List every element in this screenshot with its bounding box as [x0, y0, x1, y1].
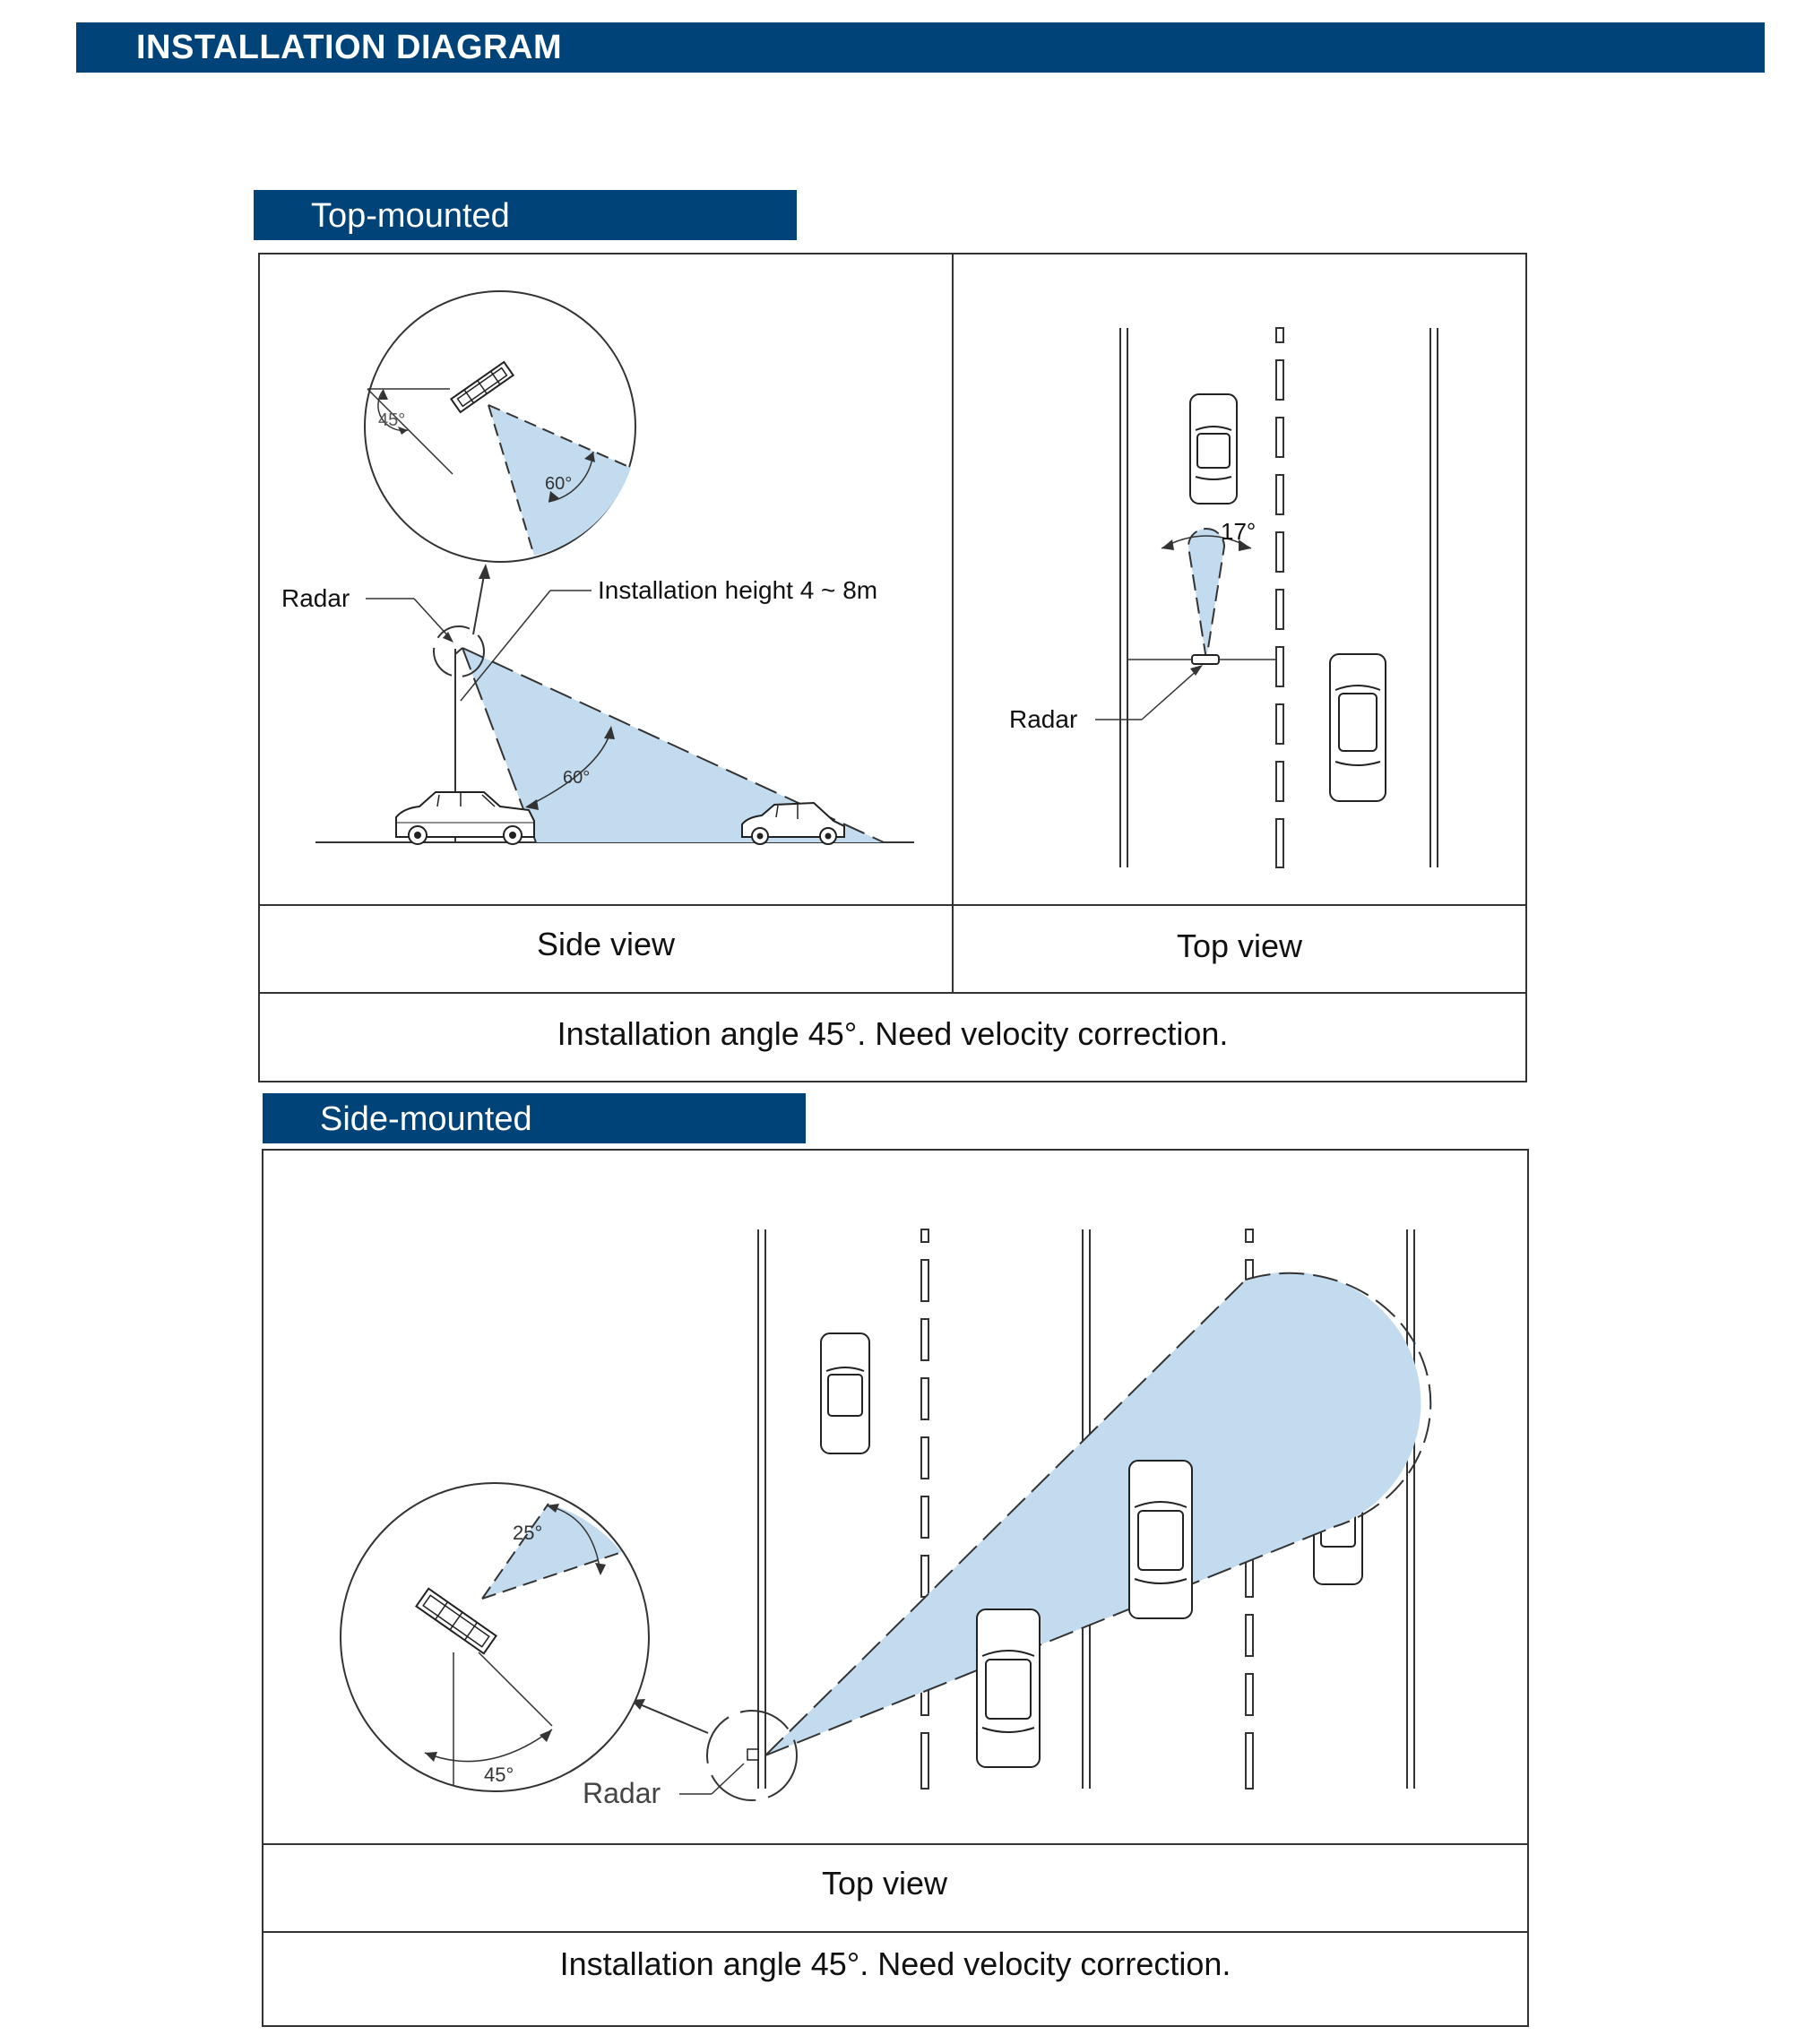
top-view-caption: Top view: [1176, 927, 1303, 964]
beam-angle-label: 17°: [1221, 518, 1257, 545]
section-title-top-mounted: Top-mounted: [311, 197, 510, 235]
radar-device: [747, 1749, 758, 1760]
table-divider-row2: [258, 992, 1527, 994]
zoom-tilt-angle-label: 45°: [378, 410, 406, 430]
radar-label: Radar: [281, 584, 350, 612]
side-view-caption: Side view: [536, 926, 676, 962]
car-top-3: [1129, 1461, 1192, 1618]
car-top-4: [977, 1609, 1040, 1767]
beam-angle-label: 25°: [513, 1522, 543, 1544]
side-view-diagram: [260, 254, 952, 904]
radar-device: [1192, 655, 1219, 664]
radar-label: Radar: [1009, 705, 1078, 733]
page-title: INSTALLATION DIAGRAM: [136, 29, 563, 66]
side-mounted-note: Installation angle 45°. Need velocity correction.: [559, 1945, 1231, 1982]
section-header-top-mounted: [254, 190, 797, 240]
installation-height-label: Installation height 4 ~ 8m: [598, 576, 878, 604]
car-side-near: [396, 792, 534, 844]
tilt-angle-label: 45°: [484, 1764, 514, 1786]
car-top-upper: [1190, 394, 1237, 504]
table-divider-row2: [262, 1931, 1529, 1933]
zoom-beam-angle-label: 60°: [545, 474, 573, 494]
side-mounted-diagram: [263, 1151, 1527, 1842]
top-mounted-note: Installation angle 45°. Need velocity correction.: [557, 1015, 1229, 1052]
radar-label: Radar: [583, 1777, 661, 1809]
lane-marker-dashed: [1276, 328, 1283, 867]
section-title-side-mounted: Side-mounted: [320, 1100, 532, 1138]
radar-beam: [1188, 529, 1224, 660]
lane-marker-left: [921, 1229, 928, 1789]
table-divider-row1: [258, 904, 1527, 906]
section-header-side-mounted: [263, 1093, 806, 1143]
car-top-1: [821, 1333, 869, 1453]
side-mounted-top-view-caption: Top view: [821, 1865, 948, 1902]
beam-angle-label: 60°: [563, 768, 591, 788]
table-divider-row1: [262, 1843, 1529, 1845]
car-top-right: [1330, 654, 1386, 801]
top-view-diagram: [954, 254, 1525, 904]
